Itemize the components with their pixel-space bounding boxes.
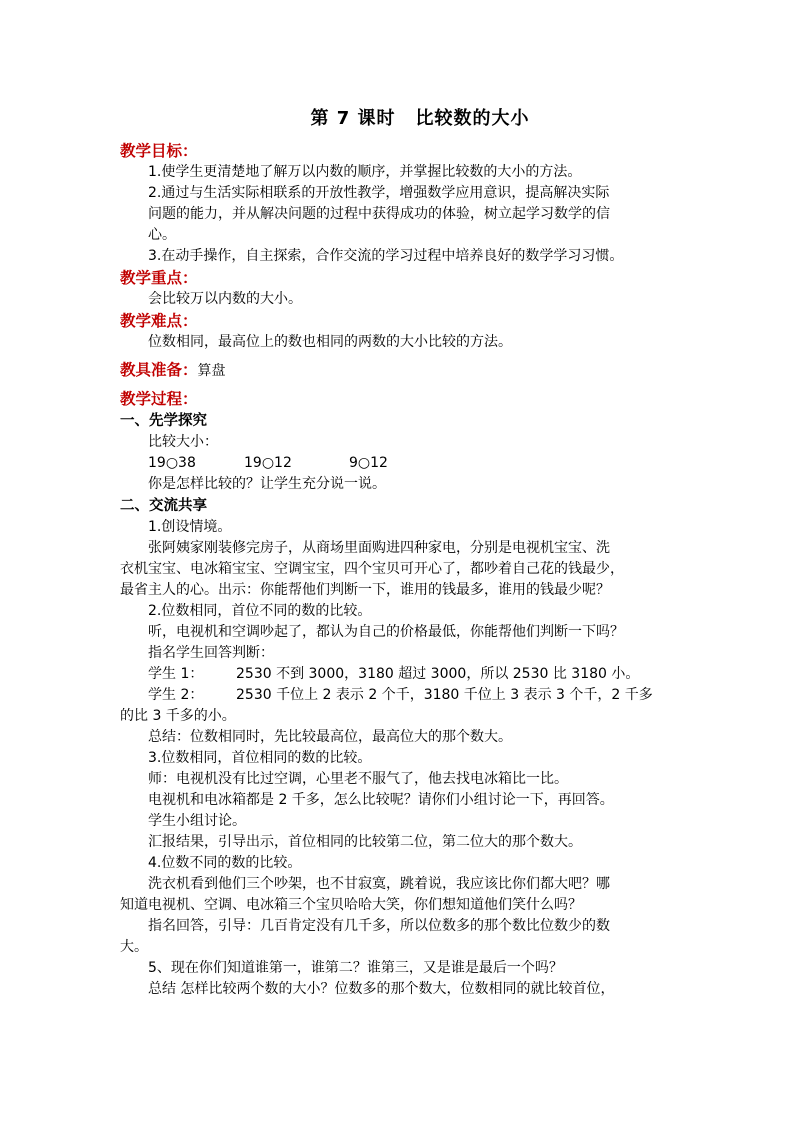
page-title <box>120 104 680 134</box>
body-line: 汇报结果，引导出示，首位相同的比较第二位，第二位大的那个数大。 <box>148 834 582 850</box>
goals-heading: 教学目标： <box>120 142 198 160</box>
body-line: 张阿姨家刚装修完房子，从商场里面购进四种家电，分别是电视机宝宝、洗 <box>148 540 610 556</box>
body-line: 2.位数相同，首位不同的数的比较。 <box>148 603 372 619</box>
key-heading: 教学重点： <box>120 269 198 287</box>
body-line: 的比 3 千多的小。 <box>120 708 236 724</box>
body-line: 总结 怎样比较两个数的大小？位数多的那个数大，位数相同的就比较首位， <box>148 981 615 997</box>
body-line: 衣机宝宝、电冰箱宝宝、空调宝宝，四个宝贝可开心了，都吵着自己花的钱最少， <box>120 561 624 577</box>
body-line: 最省主人的心。出示：你能帮他们判断一下，谁用的钱最多，谁用的钱最少呢？ <box>120 582 610 598</box>
body-line: 大。 <box>120 939 148 955</box>
section-title-1: 一、先学探究 <box>120 413 207 429</box>
compare-row <box>120 453 680 474</box>
compare-item: 19○38 <box>148 455 196 471</box>
goal-item: 1.使学生更清楚地了解万以内数的顺序，并掌握比较数的大小的方法。 <box>148 164 582 180</box>
body-line: 听，电视机和空调吵起了，都认为自己的价格最低，你能帮他们判断一下吗？ <box>148 624 624 640</box>
compare-item: 9○12 <box>349 455 388 471</box>
difficulty-text: 位数相同，最高位上的数也相同的两数的大小比较的方法。 <box>148 334 512 350</box>
body-line: 学生小组讨论。 <box>148 813 246 829</box>
student-answer-2: 学生 2： 2530 千位上 2 表示 2 个千，3180 千位上 3 表示 3 个千，2 千多 <box>148 687 653 703</box>
goal-item: 心。 <box>148 227 176 243</box>
compare-item: 19○12 <box>244 455 292 471</box>
student-answer-1: 学生 1： 2530 不到 3000，3180 超过 3000，所以 2530 比 3180 小。 <box>148 666 640 682</box>
body-line: 总结：位数相同时，先比较最高位，最高位大的那个数大。 <box>148 729 512 745</box>
process-heading: 教学过程： <box>120 390 198 408</box>
body-line: 3.位数相同，首位相同的数的比较。 <box>148 750 372 766</box>
lesson-number: 第 7 课时 <box>310 108 396 129</box>
body-line: 5、现在你们知道谁第一，谁第二？谁第三，又是谁是最后一个吗？ <box>148 960 563 976</box>
goal-item: 2.通过与生活实际相联系的开放性教学，增强数学应用意识，提高解决实际 <box>148 185 610 201</box>
body-line: 电视机和电冰箱都是 2 千多，怎么比较呢？请你们小组讨论一下，再回答。 <box>148 792 614 808</box>
lesson-topic: 比较数的大小 <box>415 108 530 129</box>
body-line: 1.创设情境。 <box>148 519 232 535</box>
key-text: 会比较万以内数的大小。 <box>148 291 302 307</box>
body-line: 师：电视机没有比过空调，心里老不服气了，他去找电冰箱比一比。 <box>148 771 568 787</box>
document-page <box>120 104 680 1000</box>
tools-heading: 教具准备：算盘 <box>120 361 226 379</box>
goal-item: 问题的能力，并从解决问题的过程中获得成功的体验，树立起学习数学的信 <box>148 206 610 222</box>
tools-text: 算盘 <box>197 363 226 379</box>
compare-prompt: 比较大小： <box>148 434 218 450</box>
body-line: 4.位数不同的数的比较。 <box>148 855 302 871</box>
body-line: 指名回答，引导：几百肯定没有几千多，所以位数多的那个数比位数少的数 <box>148 918 610 934</box>
goal-item: 3.在动手操作，自主探索，合作交流的学习过程中培养良好的数学学习习惯。 <box>148 248 624 264</box>
body-line: 知道电视机、空调、电冰箱三个宝贝哈哈大笑，你们想知道他们笑什么吗？ <box>120 897 582 913</box>
compare-question: 你是怎样比较的？让学生充分说一说。 <box>148 476 386 492</box>
body-line: 指名学生回答判断： <box>148 645 274 661</box>
body-line: 洗衣机看到他们三个吵架，也不甘寂寞，跳着说，我应该比你们都大吧？哪 <box>148 876 610 892</box>
difficulty-heading: 教学难点： <box>120 312 198 330</box>
section-title-2: 二、交流共享 <box>120 498 207 514</box>
